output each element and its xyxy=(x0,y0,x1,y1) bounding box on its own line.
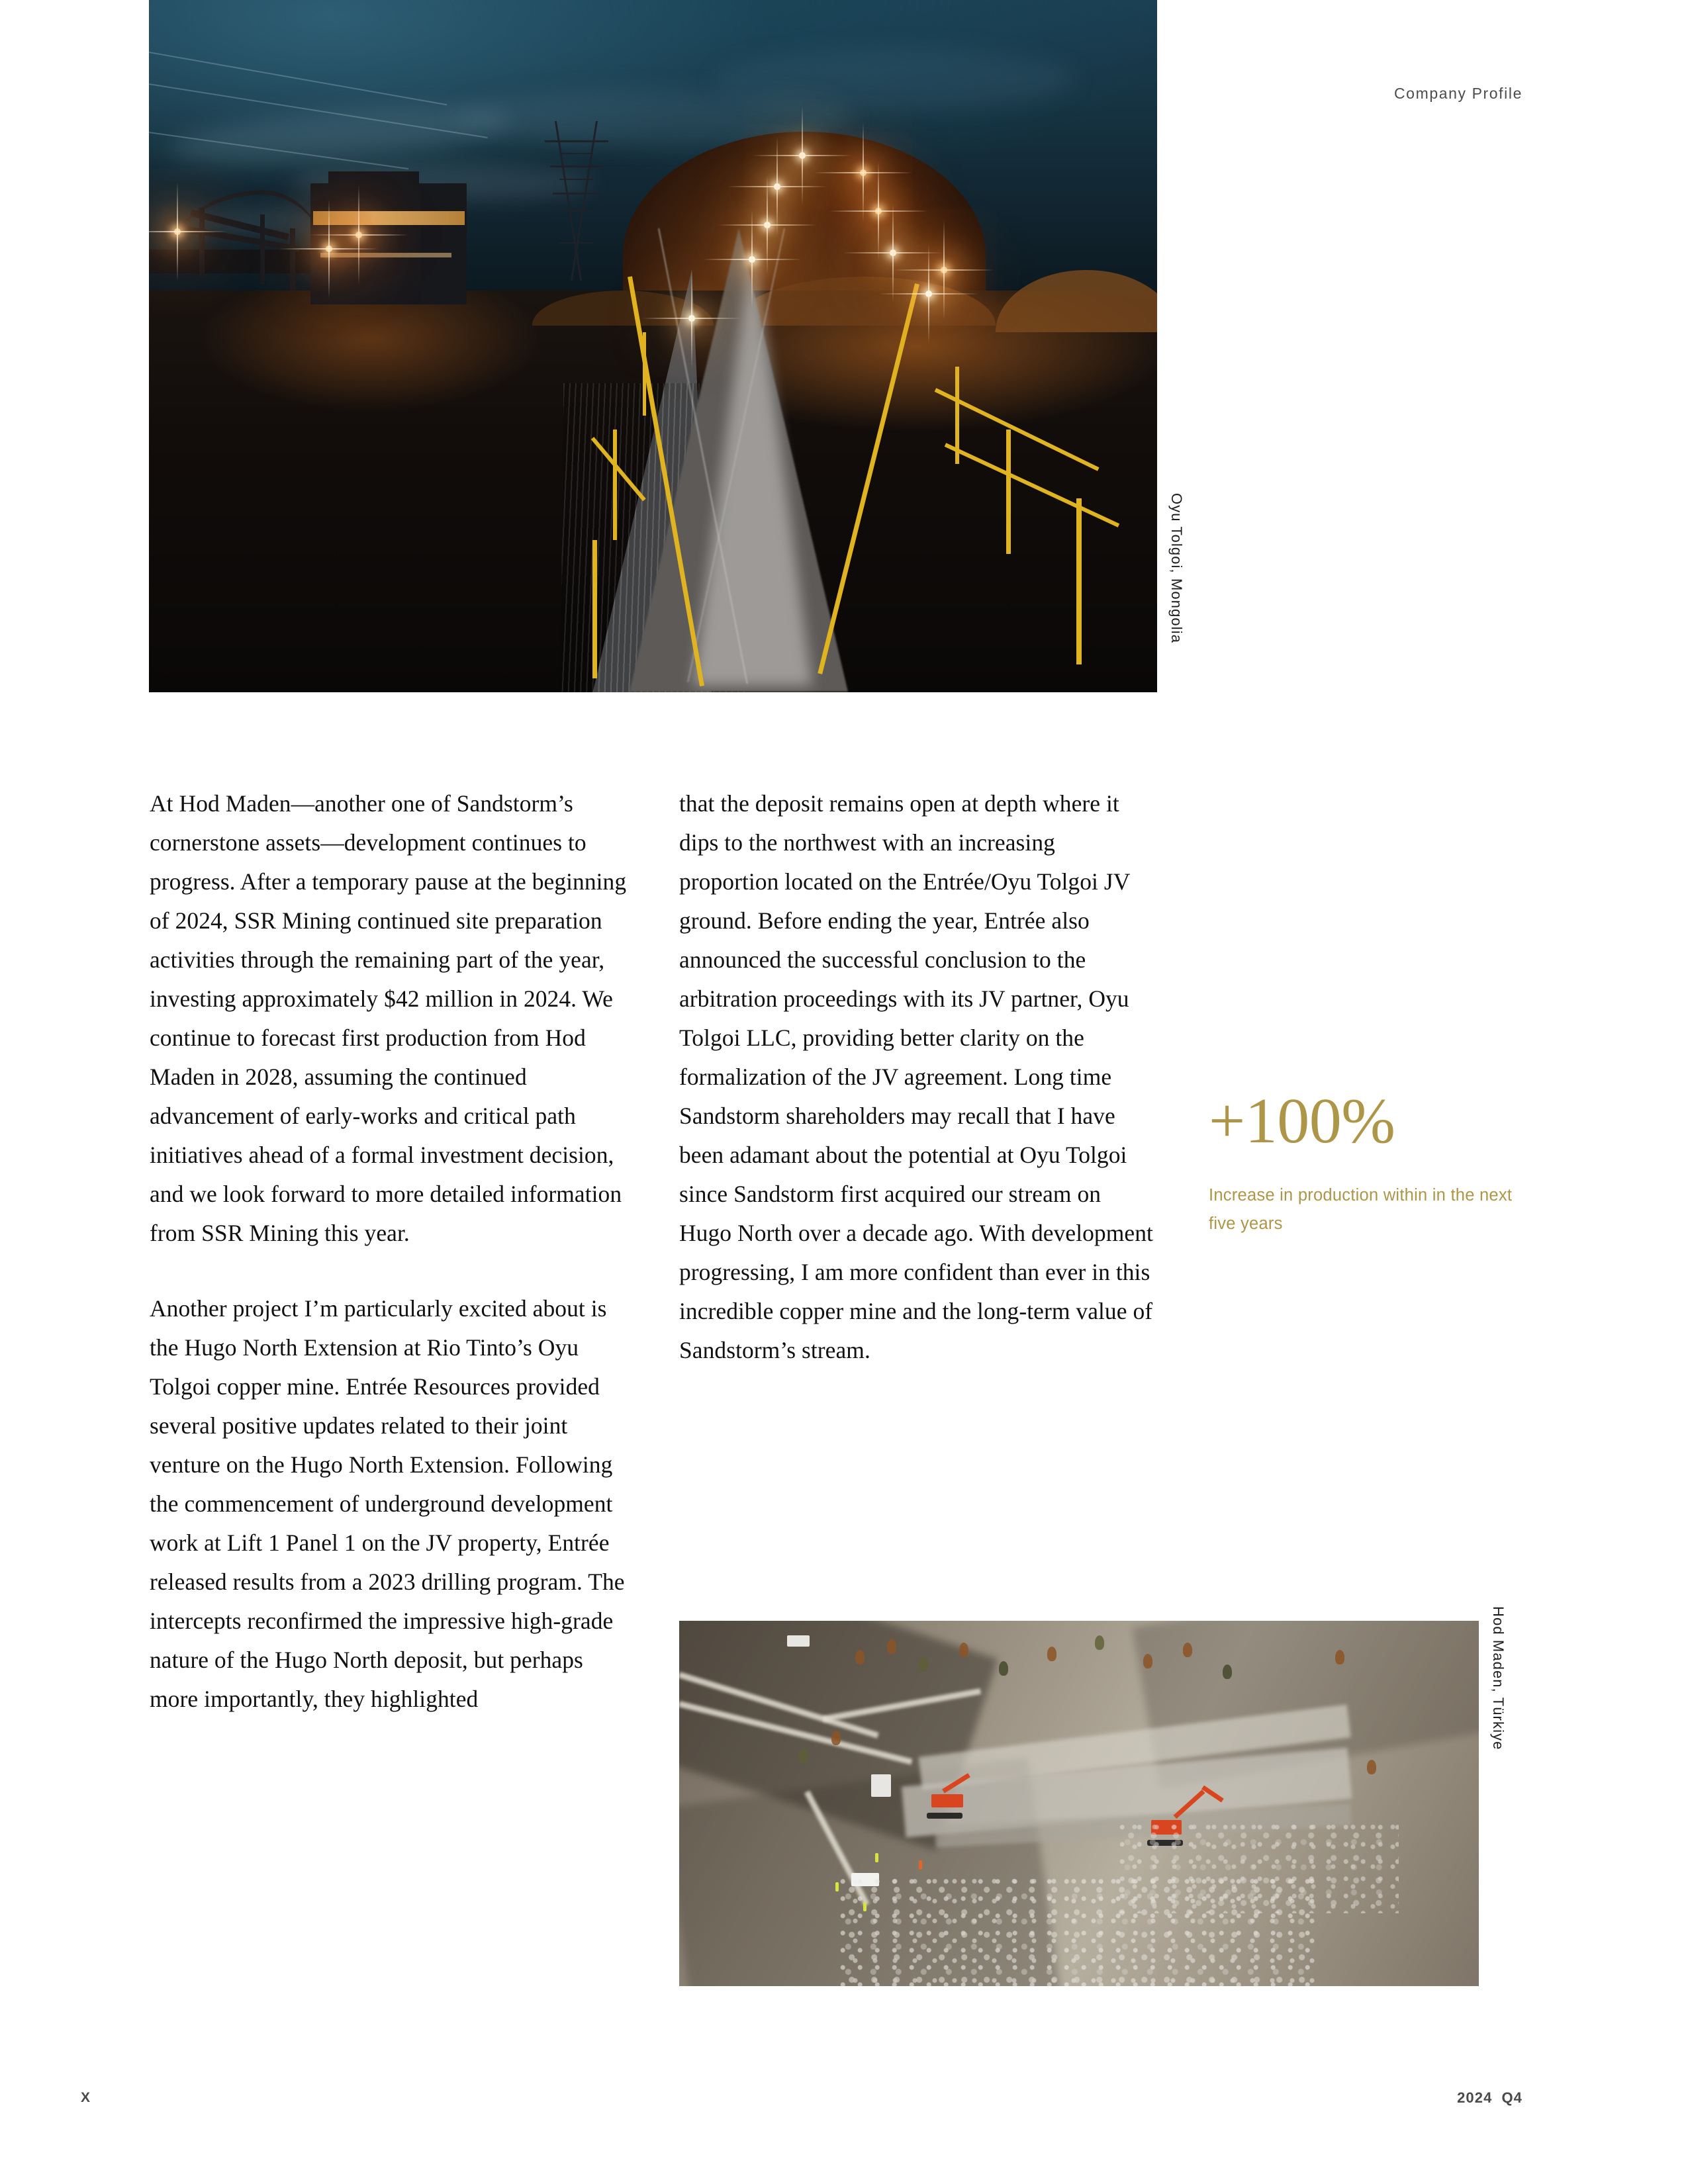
tree xyxy=(831,1731,841,1745)
statistic-callout xyxy=(1209,1085,1579,1238)
excavator-body xyxy=(931,1794,963,1807)
paragraph: At Hod Maden—another one of Sandstorm’s cornerstone assets—development continues to progress. After a temporary pause at the beginning of 2024, SSR Mining continued site preparation activities through the remaining part of the year, investing approximately $42 million in 2024. We continue to forecast first production from Hod Maden in 2028, assuming the continued advancement of early-works and critical path initiatives ahead of a formal investment decision, and we look forward to more detailed information from SSR Mining this year. xyxy=(150,790,627,1246)
paragraph: Another project I’m particularly excited about is the Hugo North Extension at Rio Tinto’s Oyu Tolgoi copper mine. Entrée Resources provided several positive updates related to their joint venture on the Hugo North Extension. Following the commencement of underground development work at Lift 1 Panel 1 on the JV property, Entrée released results from a 2023 drilling program. The intercepts reconfirmed the impressive high-grade nature of the Hugo North deposit, but perhaps more importantly, they highlighted xyxy=(150,1295,625,1712)
yellow-handrail-rail xyxy=(945,443,1120,528)
conveyor-lamp xyxy=(941,267,947,273)
hero-figure xyxy=(149,0,1157,692)
tree xyxy=(1335,1650,1344,1664)
body-column-1 xyxy=(150,784,637,1719)
tree xyxy=(1143,1654,1152,1668)
conveyor-corridor xyxy=(149,0,1157,692)
conveyor-lamp xyxy=(860,169,867,176)
rock-rubble xyxy=(1119,1822,1399,1913)
hero-image-caption: Oyu Tolgoi, Mongolia xyxy=(1168,493,1185,644)
paragraph: that the deposit remains open at depth where it dips to the northwest with an increasing proportion located on the Entrée/Oyu Tolgoi JV ground. Before ending the year, Entrée also announced the successful conclusion to the arbitration proceedings with its JV partner, Oyu Tolgoi LLC, providing better clarity on the formalization of the JV agreement. Long time Sandstorm shareholders may recall that I have been adamant about the potential at Oyu Tolgoi since Sandstorm first acquired our stream on Hugo North over a decade ago. With development progressing, I am more confident than ever in this incredible copper mine and the long-term value of Sandstorm’s stream. xyxy=(679,790,1153,1363)
plant-floodlight xyxy=(326,246,332,252)
yellow-handrail-post xyxy=(643,332,646,416)
worker xyxy=(835,1882,839,1891)
tree xyxy=(855,1650,865,1664)
body-column-2 xyxy=(679,784,1153,1370)
plant-floodlight xyxy=(174,228,181,235)
tree xyxy=(959,1643,968,1657)
tree xyxy=(799,1749,808,1763)
tree xyxy=(1223,1664,1232,1679)
conveyor-lamp xyxy=(774,183,780,190)
tree xyxy=(999,1661,1008,1676)
excavator-track xyxy=(927,1813,962,1819)
conveyor-belt-sheen xyxy=(693,236,812,686)
secondary-image-caption: Hod Maden, Türkiye xyxy=(1490,1606,1507,1751)
tree xyxy=(919,1657,928,1672)
conveyor-lamp xyxy=(764,222,771,228)
hero-photo-oyu-tolgoi xyxy=(149,0,1157,692)
tree xyxy=(1047,1647,1056,1661)
statistic-label: Increase in production within in the next five years xyxy=(1209,1186,1513,1233)
haul-truck xyxy=(787,1635,810,1647)
conveyor-lamp xyxy=(890,250,896,256)
plant-floodlight xyxy=(355,232,362,238)
worker xyxy=(919,1860,922,1870)
conveyor-lamp xyxy=(688,315,695,322)
footer-page-marker: X xyxy=(81,2090,91,2105)
conveyor-lamp xyxy=(875,208,882,214)
worker xyxy=(875,1853,878,1862)
dump-truck xyxy=(871,1774,891,1797)
tree xyxy=(887,1639,896,1654)
conveyor-lamp xyxy=(925,291,932,297)
secondary-figure xyxy=(679,1621,1479,1986)
tree xyxy=(1367,1760,1376,1774)
footer-year: 2024 xyxy=(1457,2089,1493,2106)
running-header-section-label: Company Profile xyxy=(1393,85,1523,102)
yellow-handrail-post xyxy=(1076,498,1082,664)
statistic-value: +100% xyxy=(1209,1085,1395,1157)
yellow-handrail-post xyxy=(613,430,617,540)
tree xyxy=(1095,1635,1104,1650)
footer-quarter: Q4 xyxy=(1501,2089,1523,2106)
secondary-photo-hod-maden xyxy=(679,1621,1479,1986)
yellow-handrail-post xyxy=(592,540,597,678)
tree xyxy=(1183,1643,1192,1657)
footer-period xyxy=(1457,2089,1523,2107)
yellow-handrail-post xyxy=(1006,430,1011,554)
conveyor-lamp xyxy=(799,152,806,159)
